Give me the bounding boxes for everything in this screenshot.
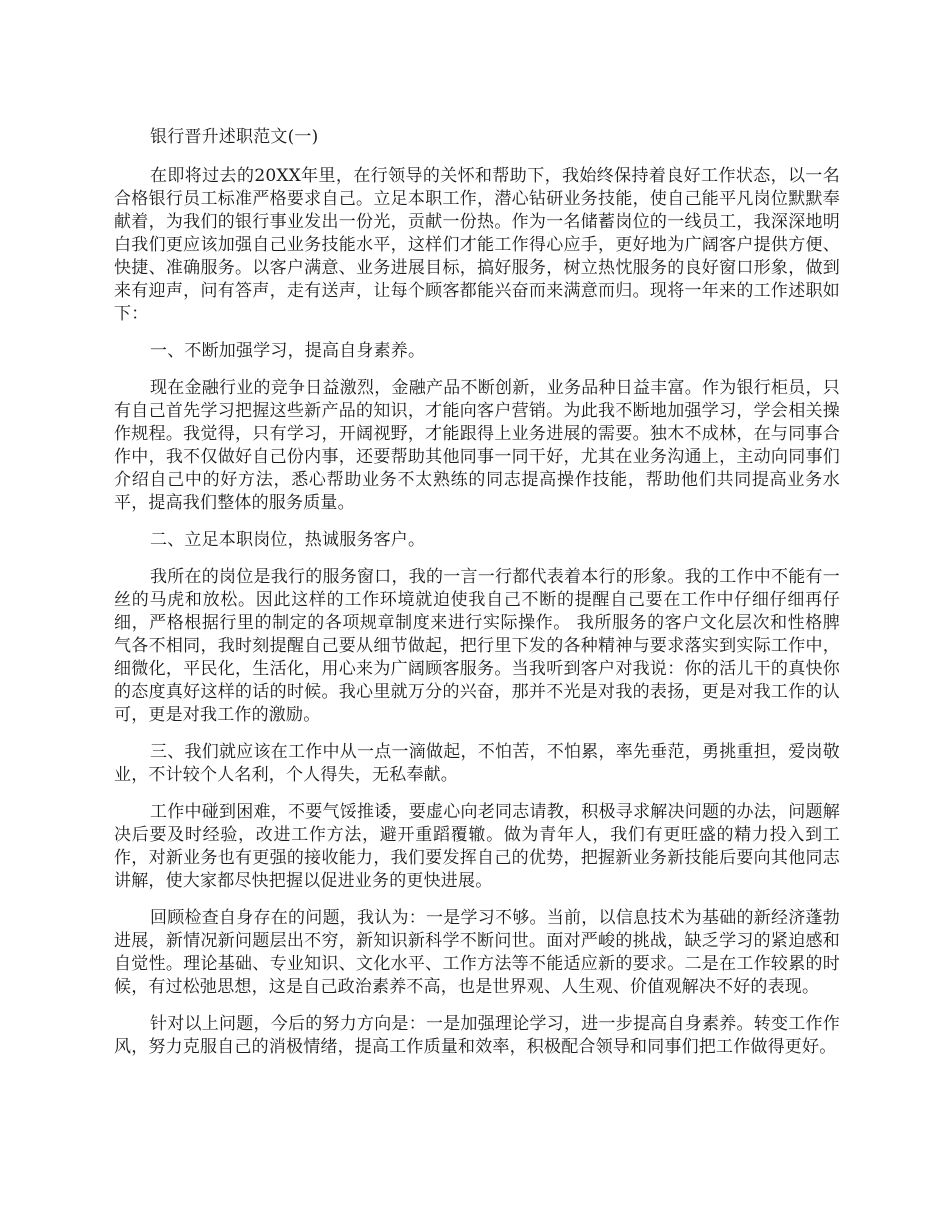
paragraph-section-1: 现在金融行业的竞争日益激烈，金融产品不断创新，业务品种日益丰富。作为银行柜员，只有自己首先学习把握这些新产品的知识，才能向客户营销。为此我不断地加强学习，学会相关操作规程。我觉得，只有学习，开阔视野，才能跟得上业务进展的需要。独木不成林，在与同事合作中，我不仅做好自己份内事，还要帮助其他同事一同干好，尤其在业务沟通上，主动向同事们介绍自己中的好方法，悉心帮助业务不太熟练的同志提高操作技能，帮助他们共同提高业务水平，提高我们整体的服务质量。 [114,378,840,513]
document-title: 银行晋升述职范文(一) [150,127,319,147]
section-heading-2: 二、立足本职岗位，热诚服务客户。 [150,530,426,550]
paragraph-conclusion: 针对以上问题，今后的努力方向是：一是加强理论学习，进一步提高自身素养。转变工作作风，努力克服自己的消极情绪，提高工作质量和效率，积极配合领导和同事们把工作做得更好。 [114,1014,840,1057]
paragraph-section-2: 我所在的岗位是我行的服务窗口，我的一言一行都代表着本行的形象。我的工作中不能有一丝的马虎和放松。因此这样的工作环境就迫使我自己不断的提醒自己要在工作中仔细仔细再仔细，严格根据行里的制定的各项规章制度来进行实际操作。 我所服务的客户文化层次和性格脾气各不相同，我时刻提醒自己要从细节做起，把行里下发的各种精神与要求落实到实际工作中，细微化，平民化，生活化，用心来为广阔顾客服务。当我听到客户对我说：你的活儿干的真快你的态度真好这样的话的时候。我心里就万分的兴奋，那并不光是对我的表扬，更是对我工作的认可，更是对我工作的激励。 [114,567,840,725]
paragraph-intro: 在即将过去的20XX年里，在行领导的关怀和帮助下，我始终保持着良好工作状态，以一名合格银行员工标准严格要求自己。立足本职工作，潜心钻研业务技能，使自己能平凡岗位默默奉献着，为我们的银行事业发出一份光，贡献一份热。作为一名储蓄岗位的一线员工，我深深地明白我们更应该加强自己业务技能水平，这样们才能工作得心应手，更好地为广阔客户提供方便、快捷、准确服务。以客户满意、业务进展目标，搞好服务，树立热忱服务的良好窗口形象，做到来有迎声，问有答声，走有送声，让每个顾客都能兴奋而来满意而归。现将一年来的工作述职如下： [114,166,840,324]
paragraph-section-3: 工作中碰到困难，不要气馁推诿，要虚心向老同志请教，积极寻求解决问题的办法，问题解决后要及时经验，改进工作方法，避开重蹈覆辙。做为青年人，我们有更旺盛的精力投入到工作，对新业务也有更强的接收能力，我们要发挥自己的优势，把握新业务新技能后要向其他同志讲解，使大家都尽快把握以促进业务的更快进展。 [114,802,840,891]
section-heading-1: 一、不断加强学习，提高自身素养。 [150,341,426,361]
section-heading-3: 三、我们就应该在工作中从一点一滴做起，不怕苦，不怕累，率先垂范，勇挑重担，爱岗敬业，不计较个人名利，个人得失，无私奉献。 [114,742,840,785]
paragraph-self-review: 回顾检查自身存在的问题，我认为：一是学习不够。当前，以信息技术为基础的新经济蓬勃进展，新情况新问题层出不穷，新知识新科学不断问世。面对严峻的挑战，缺乏学习的紧迫感和自觉性。理论基础、专业知识、文化水平、工作方法等不能适应新的要求。二是在工作较累的时候，有过松弛思想，这是自己政治素养不高，也是世界观、人生观、价值观解决不好的表现。 [114,908,840,997]
document-page [114,126,840,1073]
